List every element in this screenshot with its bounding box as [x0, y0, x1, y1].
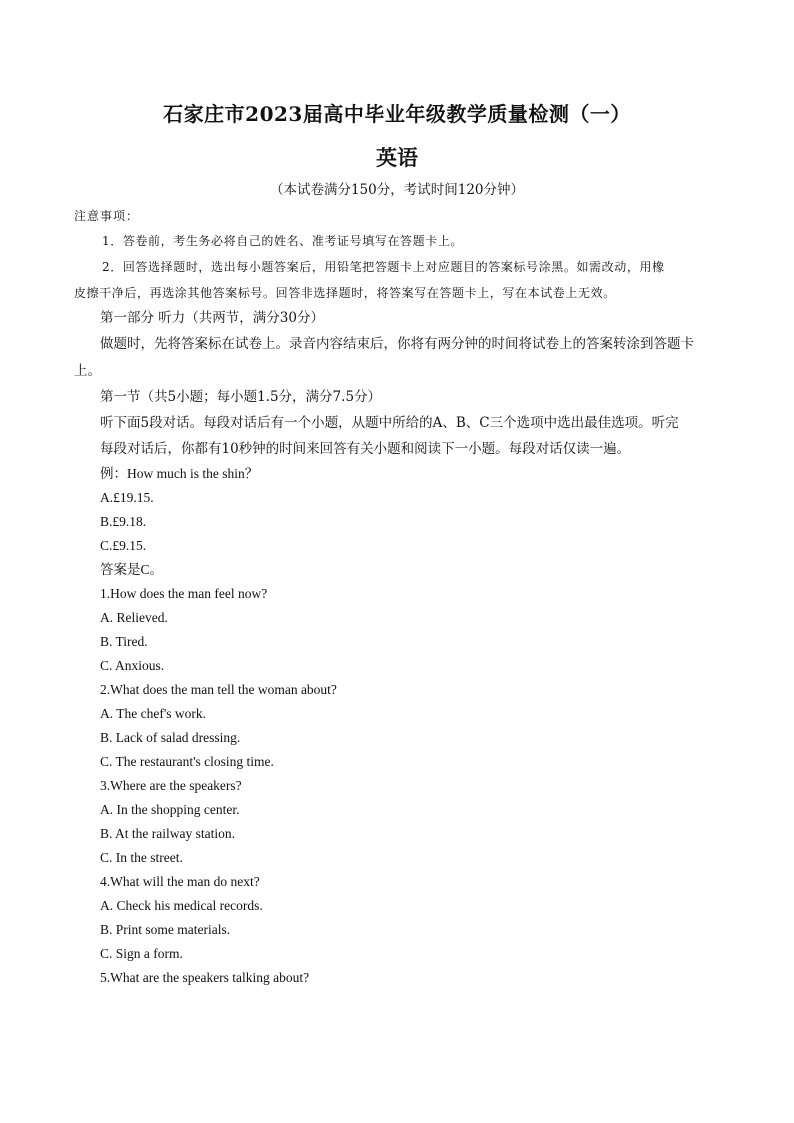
question-3: 3.Where are the speakers? [100, 778, 242, 793]
question-4-option-b: B. Print some materials. [100, 922, 231, 937]
notice-label: 注意事项： [74, 209, 140, 223]
example-option-b: B.£9.18. [100, 514, 147, 529]
question-1-option-a: A. Relieved. [100, 610, 168, 625]
example-option-a: A.£19.15. [100, 490, 154, 505]
question-1: 1.How does the man feel now? [100, 586, 268, 601]
example-option-c: C.£9.15. [100, 538, 147, 553]
notice-item-1: 1．答卷前，考生务必将自己的姓名、准考证号填写在答题卡上。 [102, 234, 464, 248]
part1-heading: 第一部分 听力（共两节，满分30分） [100, 310, 324, 326]
exam-body [74, 204, 724, 990]
question-2-option-c: C. The restaurant's closing time. [100, 754, 274, 769]
section1-instruction-line-1: 听下面5段对话。每段对话后有一个小题，从题中所给的A、B、C三个选项中选出最佳选项。听完 [100, 415, 679, 431]
question-4: 4.What will the man do next? [100, 874, 260, 889]
exam-meta: （本试卷满分150分，考试时间120分钟） [269, 182, 525, 198]
section1-instruction-line-2: 每段对话后，你都有10秒钟的时间来回答有关小题和阅读下一小题。每段对话仅读一遍。 [100, 441, 631, 457]
part1-instruction-line-2: 上。 [74, 363, 101, 379]
notice-item-2-line-2: 皮擦干净后，再选涂其他答案标号。回答非选择题时，将答案写在答题卡上，写在本试卷上无效。 [74, 286, 616, 300]
question-2-option-a: A. The chef's work. [100, 706, 207, 721]
question-2: 2.What does the man tell the woman about? [100, 682, 337, 697]
question-1-option-c: C. Anxious. [100, 658, 165, 673]
section1-heading: 第一节（共5小题；每小题1.5分，满分7.5分） [100, 389, 382, 405]
example-answer: 答案是C。 [100, 562, 164, 577]
example-question: 例：How much is the shin？ [100, 466, 259, 481]
question-4-option-a: A. Check his medical records. [100, 898, 263, 913]
question-3-option-b: B. At the railway station. [100, 826, 235, 841]
question-5: 5.What are the speakers talking about? [100, 970, 310, 985]
part1-instruction-line-1: 做题时，先将答案标在试卷上。录音内容结束后，你将有两分钟的时间将试卷上的答案转涂到答题卡 [100, 336, 694, 352]
question-3-option-a: A. In the shopping center. [100, 802, 240, 817]
notice-item-2-line-1: 2．回答选择题时，选出每小题答案后，用铅笔把答题卡上对应题目的答案标号涂黑。如需改动，用橡 [102, 260, 665, 274]
question-2-option-b: B. Lack of salad dressing. [100, 730, 241, 745]
subject-title: 英语 [376, 145, 418, 170]
question-4-option-c: C. Sign a form. [100, 946, 183, 961]
document-title: 石家庄市2023届高中毕业年级教学质量检测（一） [163, 102, 631, 126]
question-3-option-c: C. In the street. [100, 850, 183, 865]
question-1-option-b: B. Tired. [100, 634, 148, 649]
